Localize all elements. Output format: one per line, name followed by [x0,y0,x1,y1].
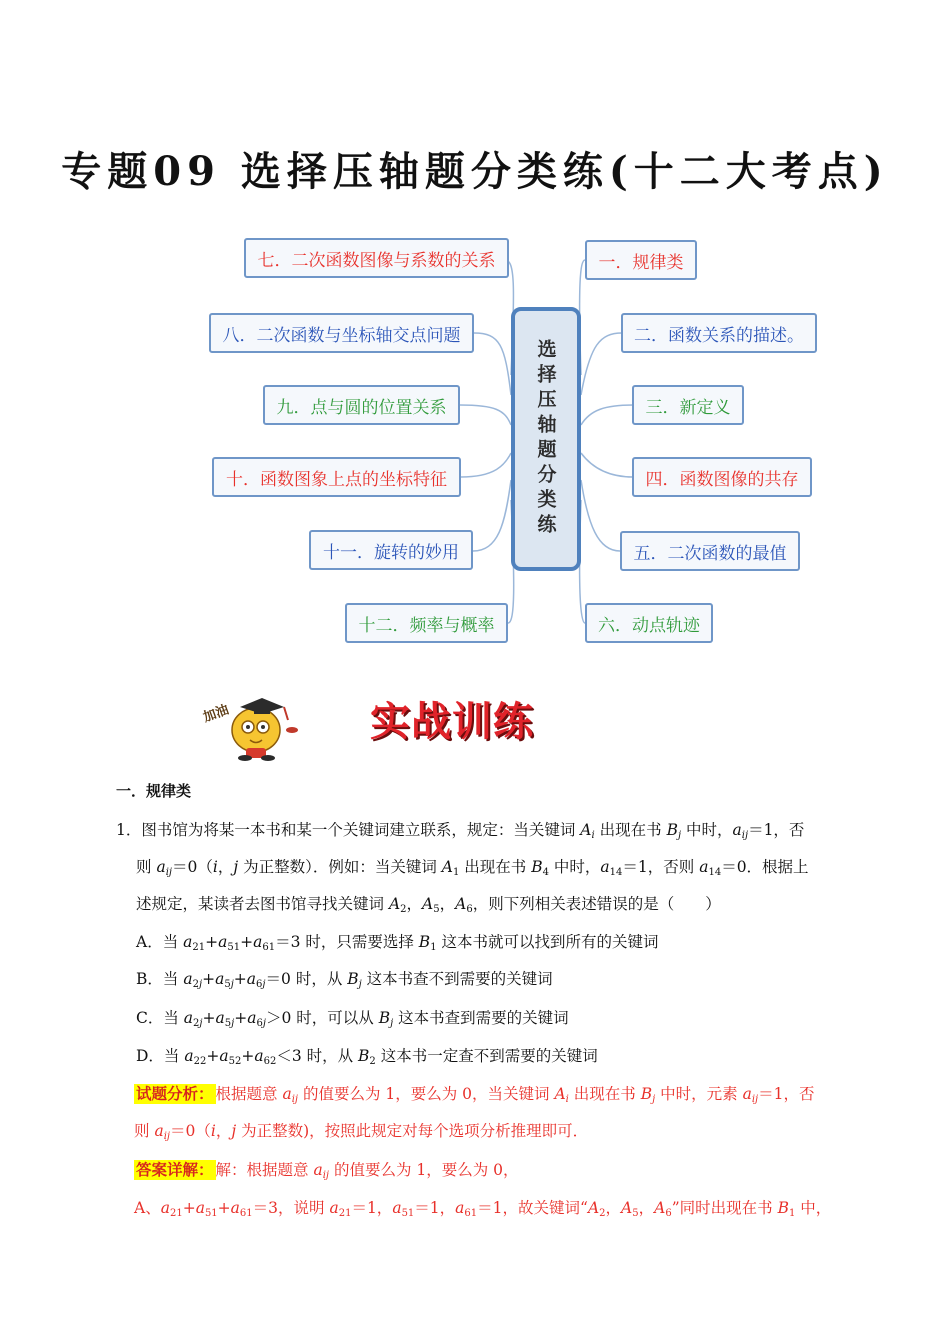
practice-banner: 实战训练 [370,699,534,745]
question-1-line-3: 述规定，某读者去图书馆寻找关键词 $A_2$，$A_5$，$A_6$，则下列相关表述错误的是（ ） [136,895,721,915]
connector-right-3 [581,405,633,425]
node-topic-8: 八．二次函数与坐标轴交点问题 [209,313,474,353]
answer-line-1: 答案详解： 解：根据题意 $a_{ij}$ 的值要么为 1，要么为 0， [136,1161,519,1181]
node-topic-6: 六．动点轨迹 [585,603,713,643]
question-1-line-2: 则 $a_{ij}=0(i$，j 为正整数）．例如：当关键词 $A_1$ 出现在书 $B_4$ 中时，$a_{14}=1$，否则 $a_{14}=0$．根据上 [136,858,809,878]
mascot-illustration [200,690,305,762]
answer-line-2: A、$a_{21}+a_{51}+a_{61}=3$，说明 $a_{21}=1$，$a_{51}=1$，$a_{61}=1$，故关键词“$A_2$，$A_5$，$A_6$”同时出现在书 $B_1$ 中， [134,1199,832,1219]
connector-left-3 [460,405,511,425]
option-c[interactable]: C．当 $a_{2j}+a_{5j}+a_{6j}>0$ 时，可以从 $B_j$ 这本书查到需要的关键词 [136,1009,569,1029]
node-topic-2: 二．函数关系的描述。 [621,313,817,353]
node-topic-4: 四．函数图像的共存 [632,457,812,497]
node-topic-3: 三．新定义 [632,385,744,425]
analysis-line-2: 则 $a_{ij}=0(i$，j 为正整数)，按照此规定对每个选项分析推理即可． [134,1122,589,1142]
question-1-line-1: 1．图书馆为将某一本书和某一个关键词建立联系，规定：当关键词 $A_i$ 出现在书 $B_j$ 中时，$a_{ij}=1$，否 [116,821,805,841]
option-a[interactable]: A．当 $a_{21}+a_{51}+a_{61}=3$ 时，只需要选择 $B_1$ 这本书就可以找到所有的关键词 [136,933,659,953]
center-label: 选择压轴题分类练 [534,339,557,539]
node-topic-9: 九．点与圆的位置关系 [263,385,460,425]
mind-map-center [511,307,581,571]
mind-map-connectors [0,225,950,655]
mind-map [0,225,950,655]
node-topic-1: 一．规律类 [585,240,697,280]
analysis-label: 试题分析： [136,1085,214,1103]
connector-left-5 [473,480,511,551]
answer-label: 答案详解： [136,1161,214,1179]
option-d[interactable]: D．当 $a_{22}+a_{52}+a_{62}<3$ 时，从 $B_2$ 这本书一定查不到需要的关键词 [136,1047,598,1067]
node-topic-11: 十一．旋转的妙用 [309,530,473,570]
analysis-line-1: 试题分析： 根据题意 $a_{ij}$ 的值要么为 1，要么为 0，当关键词 $A_i$ 出现在书 $B_j$ 中时，元素 $a_{ij}=1$，否 [136,1085,815,1105]
mascot-text: 加油 [201,702,231,726]
page-title: 专题09 选择压轴题分类练(十二大考点) [61,148,889,195]
node-topic-5: 五．二次函数的最值 [620,531,800,571]
connector-left-4 [461,453,511,477]
node-topic-7: 七．二次函数图像与系数的关系 [244,238,509,278]
connector-right-2 [581,333,622,395]
section-heading: 一．规律类 [116,782,192,800]
connector-right-4 [581,453,633,477]
connector-right-5 [581,480,620,551]
option-b[interactable]: B．当 $a_{2j}+a_{5j}+a_{6j}=0$ 时，从 $B_j$ 这本书查不到需要的关键词 [136,970,553,990]
connector-left-2 [474,333,511,395]
node-topic-12: 十二．频率与概率 [345,603,508,643]
node-topic-10: 十．函数图象上点的坐标特征 [212,457,461,497]
